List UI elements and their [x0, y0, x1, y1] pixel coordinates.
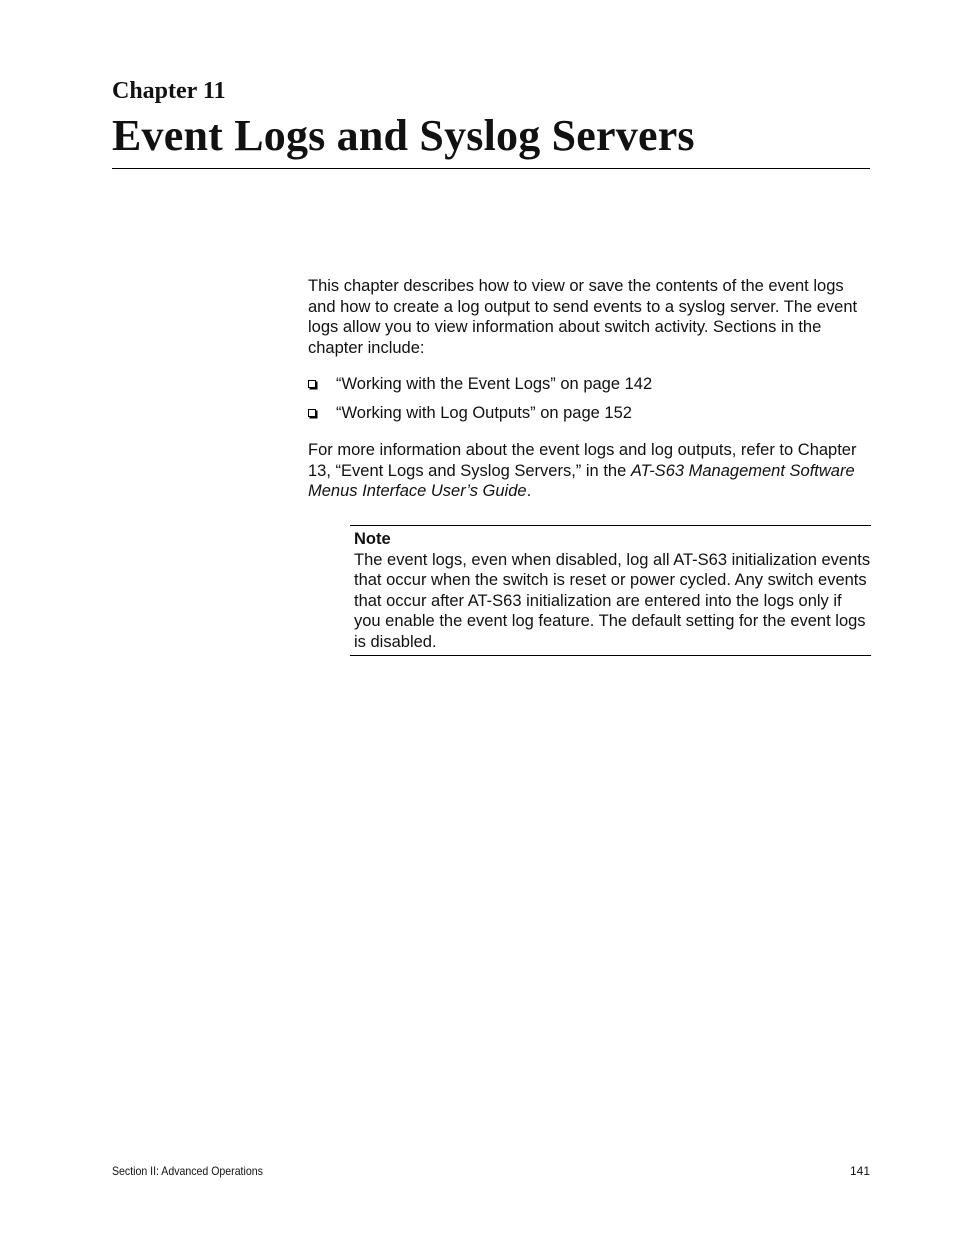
note-box	[350, 525, 871, 656]
note-heading: Note	[354, 530, 391, 548]
title-divider	[112, 168, 870, 169]
list-item	[308, 403, 873, 424]
section-link[interactable]: “Working with Log Outputs” on page 152	[336, 403, 632, 422]
checkbox-bullet-icon	[308, 380, 316, 388]
more-info-paragraph	[308, 440, 873, 502]
intro-paragraph: This chapter describes how to view or save the contents of the event logs and how to create a log output to send events to a syslog server. The event logs allow you to view information about switch activity. Sections in the chapter include:	[308, 277, 858, 357]
section-list	[308, 374, 873, 431]
chapter-label: Chapter 11	[112, 78, 226, 104]
checkbox-bullet-icon	[308, 409, 316, 417]
list-item	[308, 374, 873, 395]
note-text: The event logs, even when disabled, log all AT-S63 initialization events that occur when the switch is reset or power cycled. Any switch events that occur after AT-S63 initialization are entered into the logs only if you enable the event log feature. The default setting for the event logs is disabled.	[354, 550, 871, 651]
more-info-end: .	[526, 482, 532, 500]
guide-title: AT-S63 Management Software Menus Interface User’s Guide	[308, 461, 855, 500]
more-info-text: For more information about the event logs and log outputs, refer to Chapter 13, “Event Logs and Syslog Servers,” in the	[308, 441, 857, 480]
chapter-title: Event Logs and Syslog Servers	[112, 111, 695, 160]
footer-section-name: Section II: Advanced Operations	[112, 1164, 263, 1178]
section-link[interactable]: “Working with the Event Logs” on page 142	[336, 375, 653, 393]
footer-page-number: 141	[849, 1164, 870, 1178]
